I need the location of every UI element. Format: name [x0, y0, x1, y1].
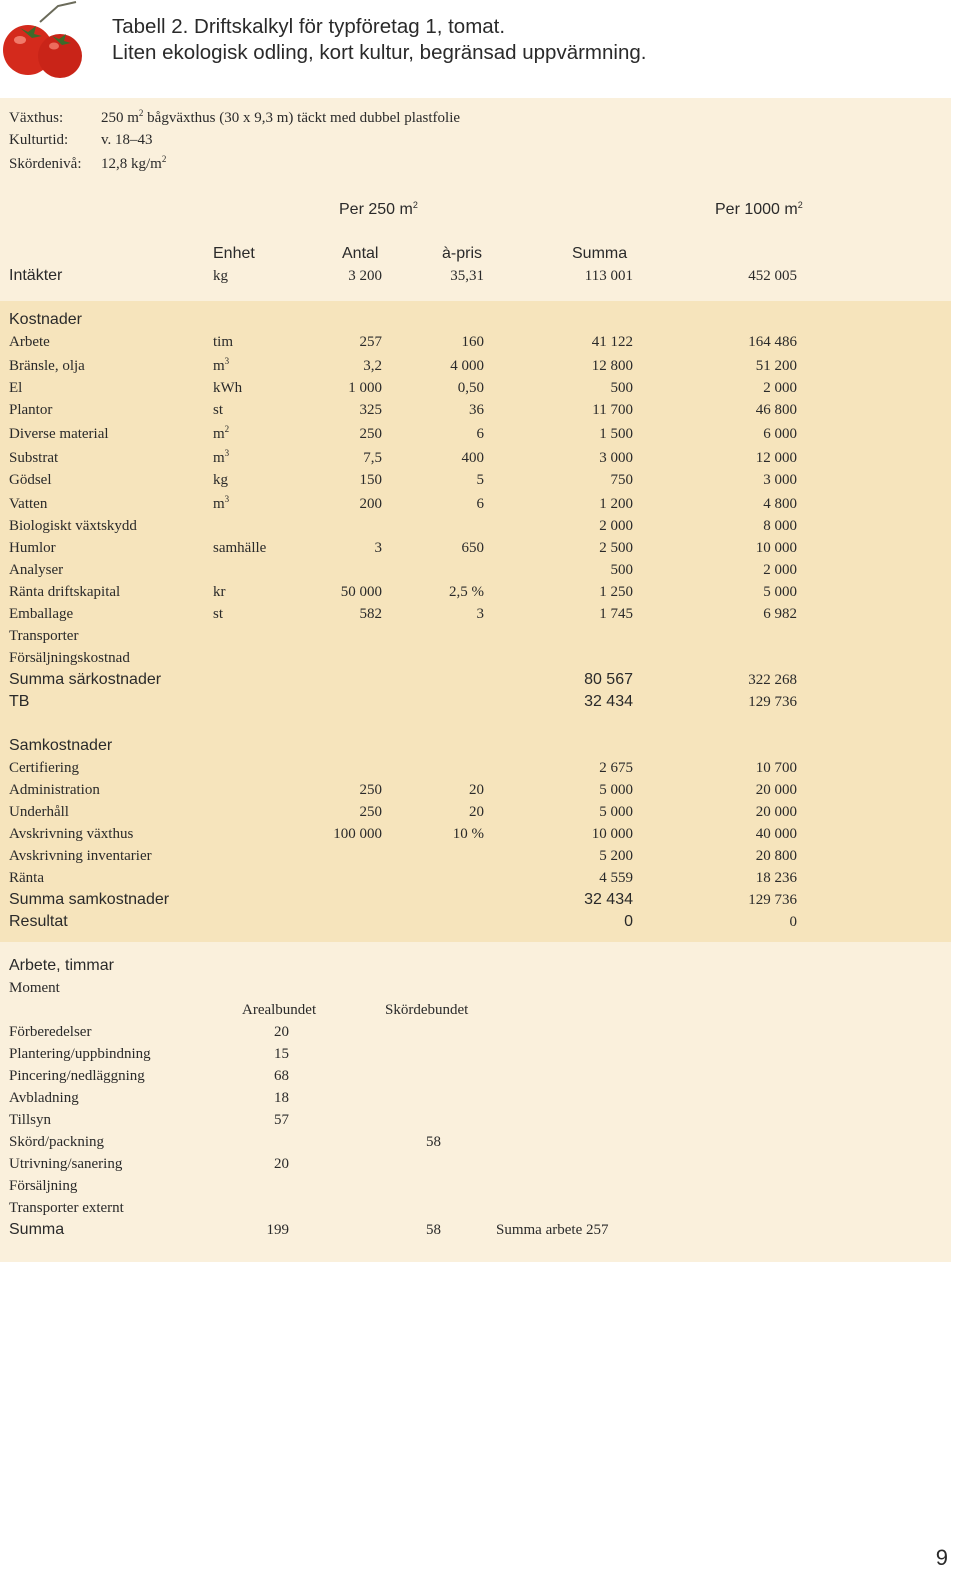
cost-label: Humlor [9, 540, 56, 556]
labor-moment: Utrivning/sanering [9, 1156, 123, 1172]
cost-unit-price: 4 000 [450, 358, 484, 374]
overhead-unit-price: 20 [469, 782, 484, 798]
cost-label: Ränta driftskapital [9, 584, 121, 600]
sarkostnader-label: Summa särkostnader [9, 671, 162, 688]
labor-moment: Plantering/uppbindning [9, 1046, 151, 1062]
cost-quantity: 582 [359, 606, 382, 622]
cost-label: Försäljningskostnad [9, 650, 130, 666]
cost-sum: 1 500 [599, 426, 633, 442]
cost-label: Bränsle, olja [9, 358, 85, 374]
labor-band [0, 942, 951, 1262]
overhead-per1000: 20 000 [755, 782, 797, 798]
cost-quantity: 150 [359, 472, 382, 488]
cost-per1000: 51 200 [755, 358, 797, 374]
cost-sum: 11 700 [592, 402, 633, 418]
intakter-apris: 35,31 [450, 268, 484, 284]
skordebundet-header: Skördebundet [385, 1002, 469, 1018]
labor-moment: Pincering/nedläggning [9, 1068, 145, 1084]
per1000-text: Per 1000 m [715, 201, 798, 218]
cost-unit: $m^3$ [213, 494, 230, 512]
cost-label: Biologiskt växtskydd [9, 518, 137, 534]
overhead-per1000: 18 236 [755, 870, 797, 886]
cost-unit-price: 5 [476, 472, 484, 488]
cost-quantity: 7,5 [363, 450, 382, 466]
cost-unit: samhälle [213, 540, 267, 556]
skordeniva-sup: 2 [161, 154, 167, 164]
cost-per1000: 3 000 [763, 472, 797, 488]
arbete-summa-total: Summa arbete 257 [496, 1222, 609, 1238]
kulturtid-label: Kulturtid: [9, 132, 69, 148]
page-number: 9 [935, 1545, 948, 1570]
cost-quantity: 3 [374, 540, 382, 556]
enhet-header: Enhet [213, 245, 255, 262]
kostnader-heading: Kostnader [9, 311, 82, 328]
cost-sum: 12 800 [591, 358, 633, 374]
cost-unit-price: 160 [461, 334, 484, 350]
kulturtid-value: v. 18–43 [101, 132, 153, 148]
cost-quantity: 325 [359, 402, 382, 418]
cost-unit: st [213, 402, 224, 418]
sarkostnader-summa: 80 567 [584, 671, 633, 688]
samkostnader-summa-label: Summa samkostnader [9, 891, 170, 908]
cost-sum: 500 [610, 562, 633, 578]
labor-harvest-hours: 58 [426, 1134, 441, 1150]
intakter-antal: 3 200 [348, 268, 382, 284]
cost-label: Diverse material [9, 426, 109, 442]
cost-sum: 500 [610, 380, 633, 396]
cost-unit: $m^3$ [213, 356, 230, 374]
cost-unit: tim [213, 334, 234, 350]
cost-unit-price: 0,50 [457, 380, 484, 396]
moment-label: Moment [9, 980, 60, 996]
overhead-label: Certifiering [9, 760, 79, 776]
per250-sup: 2 [412, 200, 418, 210]
cost-sum: 1 200 [599, 496, 633, 512]
cost-label: Plantor [9, 402, 53, 418]
tb-per1000: 129 736 [748, 694, 797, 710]
labor-moment: Försäljning [9, 1178, 78, 1194]
cost-label: Gödsel [9, 472, 52, 488]
page-title [112, 14, 646, 66]
overhead-label: Avskrivning växthus [9, 826, 134, 842]
tb-summa: 32 434 [584, 693, 633, 710]
cost-label: Transporter [9, 628, 79, 644]
arbete-summa-areal: 199 [266, 1222, 289, 1238]
overhead-per1000: 40 000 [755, 826, 797, 842]
skordeniva-label: Skördenivå: [9, 156, 82, 172]
cost-unit: $m^3$ [213, 448, 230, 466]
apris-header: à-pris [442, 245, 483, 262]
overhead-sum: 10 000 [591, 826, 633, 842]
overhead-sum: 5 000 [599, 782, 633, 798]
overhead-per1000: 20 000 [755, 804, 797, 820]
samkostnader-per1000: 129 736 [748, 892, 797, 908]
overhead-per1000: 20 800 [755, 848, 797, 864]
cost-label: Analyser [9, 562, 64, 578]
resultat-per1000: 0 [789, 914, 797, 930]
arbete-summa-skorde: 58 [426, 1222, 441, 1238]
cost-sum: 3 000 [599, 450, 633, 466]
cost-label: Arbete [9, 334, 50, 350]
labor-area-hours: 20 [274, 1024, 289, 1040]
title-line-2: Liten ekologisk odling, kort kultur, begränsad uppvärmning. [112, 41, 647, 64]
cost-quantity: 3,2 [363, 358, 382, 374]
overhead-unit-price: 20 [469, 804, 484, 820]
cost-per1000: 46 800 [755, 402, 797, 418]
labor-area-hours: 57 [274, 1112, 289, 1128]
labor-moment: Transporter externt [9, 1200, 124, 1216]
overhead-sum: 4 559 [599, 870, 633, 886]
cost-sum: 1 745 [599, 606, 633, 622]
intakter-enhet: kg [213, 268, 228, 284]
title-line-1: Tabell 2. Driftskalkyl för typföretag 1, tomat. [112, 15, 506, 38]
cost-per1000: 6 000 [763, 426, 797, 442]
overhead-unit-price: 10 % [452, 826, 484, 842]
cost-per1000: 12 000 [755, 450, 797, 466]
cost-unit: kg [213, 472, 228, 488]
cost-per1000: 6 982 [763, 606, 797, 622]
cost-unit-price: 6 [476, 496, 484, 512]
samkostnader-heading: Samkostnader [9, 737, 113, 754]
cost-sum: 41 122 [591, 334, 633, 350]
arealbundet-header: Arealbundet [242, 1002, 317, 1018]
cost-per1000: 5 000 [763, 584, 797, 600]
tomato-icon [0, 0, 92, 89]
cost-unit-price: 6 [476, 426, 484, 442]
cost-unit-price: 400 [461, 450, 484, 466]
tb-label: TB [9, 693, 30, 710]
antal-header: Antal [342, 245, 379, 262]
cost-unit-sup: 2 [224, 424, 230, 434]
labor-area-hours: 68 [274, 1068, 289, 1084]
summa-header: Summa [572, 245, 628, 262]
sarkostnader-per1000: 322 268 [748, 672, 797, 688]
cost-unit-sup: 3 [224, 494, 230, 504]
vaxthus-label: Växthus: [9, 110, 64, 126]
cost-quantity: 50 000 [340, 584, 382, 600]
cost-label: Substrat [9, 450, 59, 466]
cost-unit: st [213, 606, 224, 622]
labor-moment: Skörd/packning [9, 1134, 104, 1150]
labor-moment: Avbladning [9, 1090, 79, 1106]
cost-per1000: 8 000 [763, 518, 797, 534]
skordeniva-amount: 12,8 kg/m [101, 156, 162, 172]
skordeniva-value [101, 153, 166, 175]
overhead-per1000: 10 700 [755, 760, 797, 776]
cost-unit-sup: 3 [224, 356, 230, 366]
cost-label: Emballage [9, 606, 74, 622]
cost-quantity: 200 [359, 496, 382, 512]
labor-moment: Förberedelser [9, 1024, 92, 1040]
cost-per1000: 2 000 [763, 562, 797, 578]
arbete-heading: Arbete, timmar [9, 957, 114, 974]
per1000-sup: 2 [797, 200, 803, 210]
overhead-sum: 2 675 [599, 760, 633, 776]
labor-area-hours: 15 [274, 1046, 289, 1062]
labor-moment: Tillsyn [9, 1112, 51, 1128]
cost-sum: 2 500 [599, 540, 633, 556]
vaxthus-description: bågväxthus (30 x 9,3 m) täckt med dubbel plastfolie [143, 110, 461, 126]
cost-quantity: 1 000 [348, 380, 382, 396]
cost-quantity: 257 [359, 334, 382, 350]
resultat-summa: 0 [624, 913, 633, 930]
per250-header [339, 199, 418, 221]
cost-unit-price: 36 [469, 402, 484, 418]
samkostnader-summa: 32 434 [584, 891, 633, 908]
cost-label: El [9, 380, 23, 396]
cost-quantity: 250 [359, 426, 382, 442]
intakter-summa: 113 001 [584, 268, 633, 284]
resultat-label: Resultat [9, 913, 68, 930]
labor-area-hours: 18 [274, 1090, 289, 1106]
overhead-sum: 5 200 [599, 848, 633, 864]
overhead-quantity: 100 000 [333, 826, 382, 842]
cost-unit-price: 3 [476, 606, 484, 622]
labor-area-hours: 20 [274, 1156, 289, 1172]
cost-label: Vatten [9, 496, 48, 512]
per1000-header [715, 199, 803, 221]
cost-unit: kWh [213, 380, 243, 396]
cost-unit-sup: 3 [224, 448, 230, 458]
overhead-label: Underhåll [9, 804, 69, 820]
cost-per1000: 2 000 [763, 380, 797, 396]
intakter-per1000: 452 005 [748, 268, 797, 284]
overhead-label: Avskrivning inventarier [9, 848, 152, 864]
cost-unit: kr [213, 584, 226, 600]
cost-unit-price: 2,5 % [449, 584, 484, 600]
cost-sum: 1 250 [599, 584, 633, 600]
overhead-sum: 5 000 [599, 804, 633, 820]
cost-per1000: 164 486 [748, 334, 797, 350]
cost-per1000: 4 800 [763, 496, 797, 512]
overhead-quantity: 250 [359, 782, 382, 798]
cost-unit-price: 650 [461, 540, 484, 556]
cost-sum: 2 000 [599, 518, 633, 534]
overhead-label: Administration [9, 782, 100, 798]
overhead-quantity: 250 [359, 804, 382, 820]
arbete-summa-label: Summa [9, 1221, 65, 1238]
overhead-label: Ränta [9, 870, 44, 886]
vaxthus-sup: 2 [138, 108, 144, 118]
vaxthus-size: 250 m [101, 110, 139, 126]
cost-per1000: 10 000 [755, 540, 797, 556]
vaxthus-value [101, 107, 460, 129]
per250-text: Per 250 m [339, 201, 413, 218]
cost-sum: 750 [610, 472, 633, 488]
intakter-label: Intäkter [9, 267, 63, 284]
cost-unit: $m^2$ [213, 424, 230, 442]
